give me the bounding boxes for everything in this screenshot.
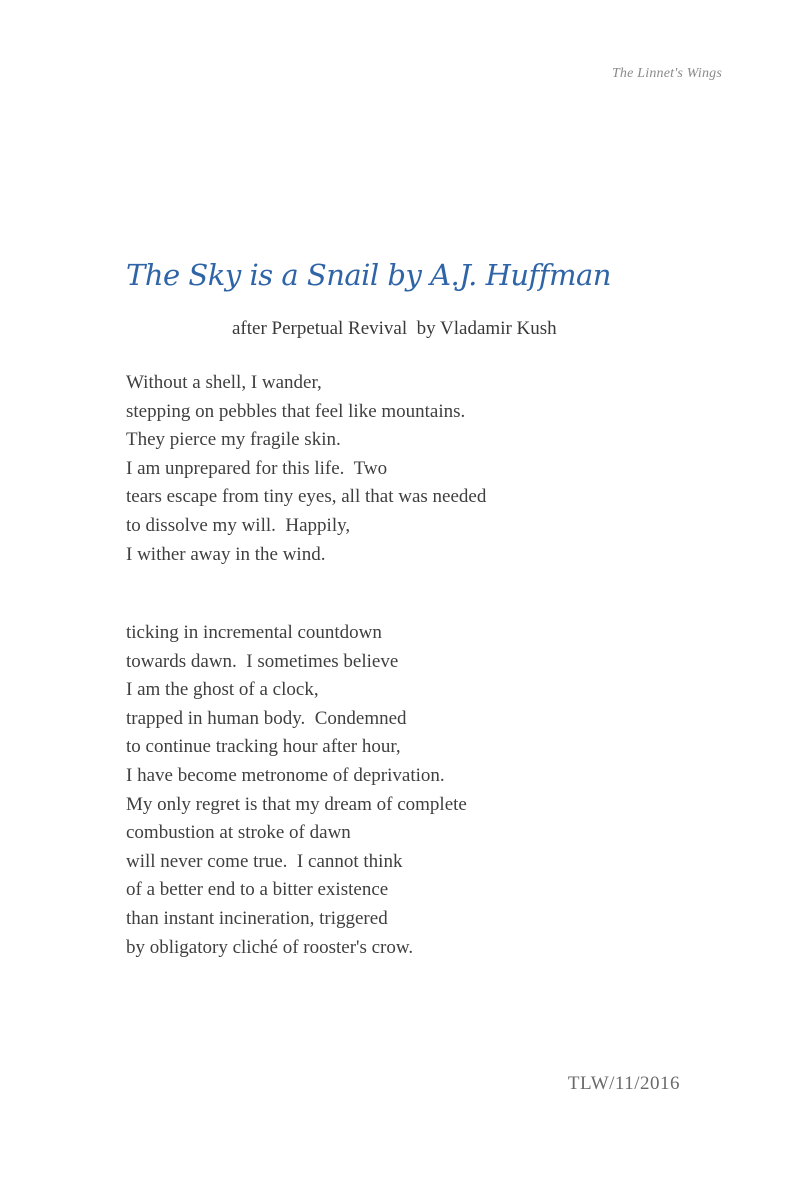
journal-running-header: The Linnet's Wings [611, 66, 722, 81]
poem-line: ticking in incremental countdown [126, 622, 382, 643]
poem-dedication: after Perpetual Revival by Vladamir Kush [232, 318, 557, 339]
poem-title: The Sky is a Snail by A.J. Huffman [126, 258, 611, 292]
poem-line: by obligatory cliché of rooster's crow. [126, 936, 414, 958]
poem-line: I am the ghost of a clock, [126, 679, 319, 701]
stanza-2 [126, 619, 467, 962]
poem-line: tears escape from tiny eyes, all that was needed [126, 486, 487, 508]
poem-line: I am unprepared for this life. Two [126, 457, 388, 479]
poem-line: stepping on pebbles that feel like mountains. [126, 400, 466, 422]
poem-line: to continue tracking hour after hour, [126, 736, 401, 758]
poem-line: My only regret is that my dream of complete [126, 793, 467, 815]
poem-line: I have become metronome of deprivation. [126, 764, 445, 786]
poem-line: I wither away in the wind. [126, 543, 326, 565]
poem-line: than instant incineration, triggered [126, 907, 388, 929]
poem-line: combustion at stroke of dawn [126, 822, 351, 844]
poem-line: towards dawn. I sometimes believe [126, 650, 399, 672]
poem-line: trapped in human body. Condemned [126, 707, 407, 729]
poem-line: to dissolve my will. Happily, [126, 514, 351, 536]
poem-line: Without a shell, I wander, [126, 372, 322, 393]
poem-line: will never come true. I cannot think [126, 850, 403, 872]
poem-line: of a better end to a bitter existence [126, 879, 389, 901]
poem-line: They pierce my fragile skin. [126, 429, 341, 451]
stanza-1 [126, 369, 486, 569]
issue-identifier: TLW/11/2016 [567, 1073, 680, 1094]
